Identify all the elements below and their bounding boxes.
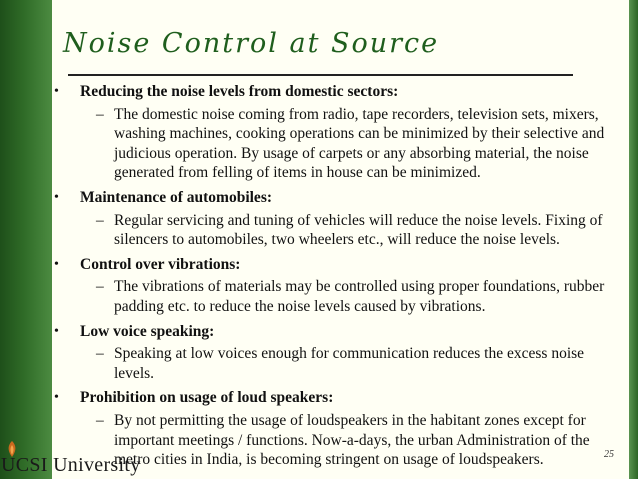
sub-bullet bbox=[80, 105, 614, 183]
bullet-list bbox=[54, 82, 614, 475]
right-decorative-bar bbox=[629, 0, 638, 479]
bullet-item bbox=[54, 388, 614, 469]
bullet-item bbox=[54, 188, 614, 250]
bullet-heading: Reducing the noise levels from domestic sectors: bbox=[80, 83, 399, 100]
bullet-heading: Low voice speaking: bbox=[80, 322, 215, 340]
slide-content bbox=[52, 0, 629, 479]
dash-marker-icon: – bbox=[96, 345, 104, 363]
dash-marker-icon: – bbox=[96, 211, 104, 229]
bullet-marker-icon: • bbox=[54, 256, 59, 272]
bullet-marker-icon: • bbox=[54, 323, 59, 339]
sub-bullet bbox=[80, 411, 614, 470]
sub-bullet bbox=[80, 277, 614, 316]
bullet-marker-icon: • bbox=[54, 189, 59, 205]
bullet-marker-icon: • bbox=[54, 390, 59, 406]
bullet-item bbox=[54, 82, 614, 183]
slide-title: Noise Control at Source bbox=[63, 28, 440, 59]
sub-bullet-text: Speaking at low voices enough for communication reduces the excess noise levels. bbox=[114, 345, 585, 382]
sub-bullet bbox=[80, 344, 614, 383]
title-underline bbox=[68, 74, 573, 76]
dash-marker-icon: – bbox=[96, 278, 104, 296]
university-logo-text: UCSI University bbox=[1, 454, 141, 476]
bullet-heading: Prohibition on usage of loud speakers: bbox=[80, 389, 334, 407]
dash-marker-icon: – bbox=[96, 411, 104, 429]
page-number: 25 bbox=[604, 449, 614, 460]
left-decorative-bar bbox=[0, 0, 52, 479]
bullet-heading: Maintenance of automobiles: bbox=[80, 188, 273, 206]
sub-bullet bbox=[80, 211, 614, 250]
bullet-heading: Control over vibrations: bbox=[80, 255, 241, 273]
sub-bullet-text: The vibrations of materials may be controlled using proper foundations, rubber padding etc. to reduce the noise levels caused by vibrations. bbox=[114, 278, 605, 315]
dash-marker-icon: – bbox=[96, 105, 104, 123]
bullet-marker-icon: • bbox=[54, 84, 59, 99]
sub-bullet-text: The domestic noise coming from radio, tape recorders, television sets, mixers, washing machines, cooking operations can be minimized by their selective and judicious operation. By usage of carpets or any absorbing material, the noise generated from felling of items in house can be minimized. bbox=[114, 105, 605, 182]
sub-bullet-text: By not permitting the usage of loudspeakers in the habitant zones except for important meetings / functions. Now-a-days, the urban Administration of the metro cities in India, is becoming stringent on usage of loudspeakers. bbox=[114, 411, 590, 469]
sub-bullet-text: Regular servicing and tuning of vehicles will reduce the noise levels. Fixing of silencers to automobiles, two wheelers etc., will reduce the noise levels. bbox=[114, 211, 603, 249]
bullet-item bbox=[54, 255, 614, 317]
bullet-item bbox=[54, 322, 614, 384]
